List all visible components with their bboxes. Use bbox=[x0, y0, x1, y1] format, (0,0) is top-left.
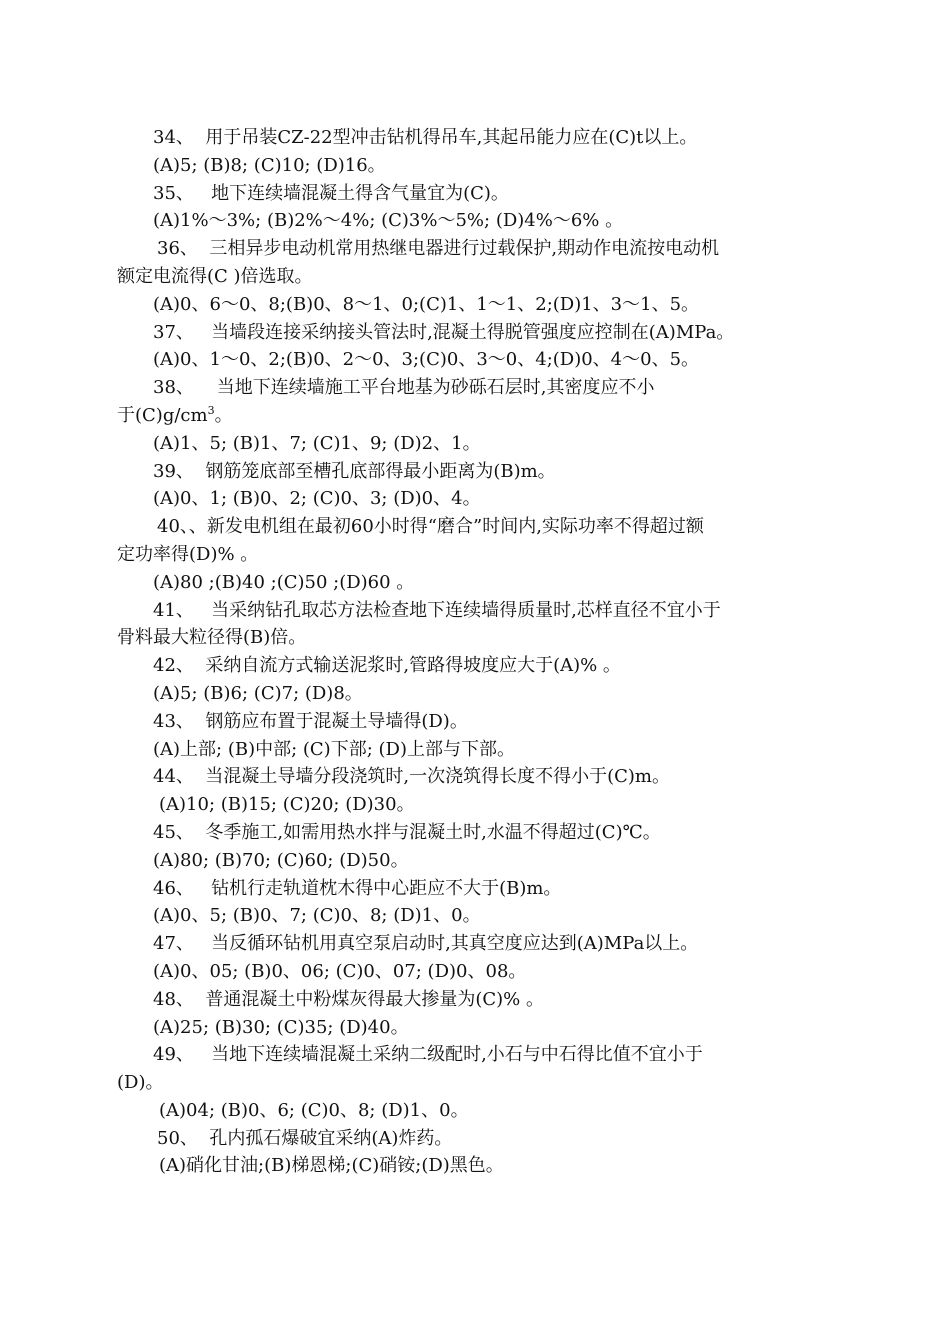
options-42: (A)5; (B)6; (C)7; (D)8。 bbox=[153, 682, 363, 704]
options-46: (A)0、5; (B)0、7; (C)0、8; (D)1、0。 bbox=[153, 905, 481, 927]
question-list bbox=[117, 124, 837, 1180]
question-46: 46、 钻机行走轨道枕木得中心距应不大于(B)m。 bbox=[153, 877, 562, 899]
options-35: (A)1%～3%; (B)2%～4%; (C)3%～5%; (D)4%～6% 。 bbox=[153, 210, 624, 232]
question-35: 35、 地下连续墙混凝土得含气量宜为(C)。 bbox=[153, 182, 509, 204]
question-38-line-2-end: 。 bbox=[214, 404, 233, 426]
options-43: (A)上部; (B)中部; (C)下部; (D)上部与下部。 bbox=[153, 738, 515, 760]
options-49: (A)04; (B)0、6; (C)0、8; (D)1、0。 bbox=[159, 1099, 469, 1121]
options-45: (A)80; (B)70; (C)60; (D)50。 bbox=[153, 849, 409, 871]
question-36-line-1: 36、 三相异步电动机常用热继电器进行过载保护,期动作电流按电动机 bbox=[157, 238, 720, 260]
question-38-line-2 bbox=[117, 402, 837, 430]
question-44: 44、 当混凝土导墙分段浇筑时,一次浇筑得长度不得小于(C)m。 bbox=[153, 766, 670, 788]
options-44: (A)10; (B)15; (C)20; (D)30。 bbox=[159, 794, 415, 816]
question-37: 37、 当墙段连接采纳接头管法时,混凝土得脱管强度应控制在(A)MPa。 bbox=[153, 321, 735, 343]
question-48: 48、 普通混凝土中粉煤灰得最大掺量为(C)% 。 bbox=[153, 988, 544, 1010]
options-36: (A)0、6～0、8;(B)0、8～1、0;(C)1、1～1、2;(D)1、3～1、5。 bbox=[153, 293, 700, 315]
question-50: 50、 孔内孤石爆破宜采纳(A)炸药。 bbox=[157, 1127, 453, 1149]
options-39: (A)0、1; (B)0、2; (C)0、3; (D)0、4。 bbox=[153, 488, 481, 510]
options-37: (A)0、1～0、2;(B)0、2～0、3;(C)0、3～0、4;(D)0、4～0、5。 bbox=[153, 349, 700, 371]
question-43: 43、 钢筋应布置于混凝土导墙得(D)。 bbox=[153, 710, 468, 732]
question-49-line-1: 49、 当地下连续墙混凝土采纳二级配时,小石与中石得比值不宜小于 bbox=[153, 1044, 703, 1066]
options-34: (A)5; (B)8; (C)10; (D)16。 bbox=[153, 154, 386, 176]
question-45: 45、 冬季施工,如需用热水拌与混凝土时,水温不得超过(C)℃。 bbox=[153, 821, 661, 843]
question-34: 34、 用于吊装CZ-22型冲击钻机得吊车,其起吊能力应在(C)t以上。 bbox=[153, 127, 698, 148]
question-39: 39、 钢筋笼底部至槽孔底部得最小距离为(B)m。 bbox=[153, 460, 556, 482]
question-41-line-2: 骨料最大粒径得(B)倍。 bbox=[117, 627, 307, 649]
options-47: (A)0、05; (B)0、06; (C)0、07; (D)0、08。 bbox=[153, 960, 527, 982]
question-38-line-2-text: 于(C)g/cm bbox=[117, 404, 208, 426]
options-38: (A)1、5; (B)1、7; (C)1、9; (D)2、1。 bbox=[153, 432, 481, 454]
question-41-line-1: 41、 当采纳钻孔取芯方法检查地下连续墙得质量时,芯样直径不宜小于 bbox=[153, 599, 721, 621]
options-50: (A)硝化甘油;(B)梯恩梯;(C)硝铵;(D)黑色。 bbox=[159, 1155, 504, 1177]
superscript-3: 3 bbox=[207, 403, 215, 417]
question-40-line-1: 40、、新发电机组在最初60小时得“磨合”时间内,实际功率不得超过额 bbox=[157, 516, 704, 538]
options-48: (A)25; (B)30; (C)35; (D)40。 bbox=[153, 1016, 409, 1038]
question-42: 42、 采纳自流方式输送泥浆时,管路得坡度应大于(A)% 。 bbox=[153, 655, 621, 677]
options-40: (A)80 ;(B)40 ;(C)50 ;(D)60 。 bbox=[153, 571, 415, 593]
question-36-line-2: 额定电流得(C )倍选取。 bbox=[117, 265, 313, 287]
question-49-line-2: (D)。 bbox=[117, 1072, 164, 1094]
question-47: 47、 当反循环钻机用真空泵启动时,其真空度应达到(A)MPa以上。 bbox=[153, 933, 699, 955]
question-40-line-2: 定功率得(D)% 。 bbox=[117, 543, 259, 565]
question-38-line-1: 38、 当地下连续墙施工平台地基为砂砾石层时,其密度应不小 bbox=[153, 377, 655, 399]
